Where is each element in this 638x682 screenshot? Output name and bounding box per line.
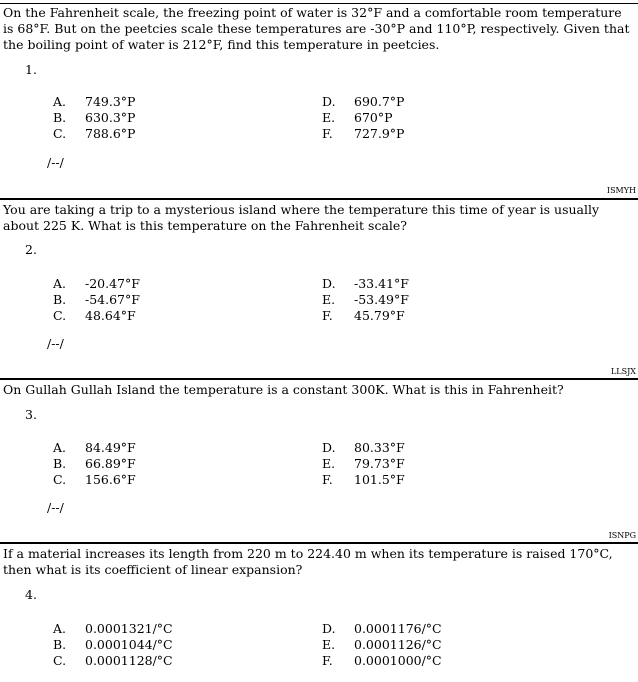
choice-letter: C.: [53, 653, 67, 668]
question-1-choices: [0, 94, 638, 144]
choice-letter: A.: [53, 276, 67, 291]
choice-value: 45.79°F: [354, 308, 405, 323]
choice-value: 80.33°F: [354, 440, 405, 455]
choice-letter: D.: [322, 440, 336, 455]
choice-letter: B.: [53, 456, 67, 471]
choice-value: 630.3°P: [85, 110, 136, 125]
choice-value: 749.3°P: [85, 94, 136, 109]
choice-letter: A.: [53, 440, 67, 455]
choice-value: 0.0001128/°C: [85, 653, 173, 668]
choice-letter: F.: [322, 653, 333, 668]
choice-value: 101.5°F: [354, 472, 405, 487]
choice-letter: C.: [53, 308, 67, 323]
question-1-code: ISMYH: [606, 186, 636, 195]
choice-letter: B.: [53, 110, 67, 125]
choice-value: -54.67°F: [85, 292, 140, 307]
question-2-answer-blank[interactable]: /--/: [47, 336, 64, 351]
choice-letter: D.: [322, 94, 336, 109]
question-3-top-rule: [0, 378, 638, 380]
question-4-number: 4.: [25, 587, 37, 602]
question-4-top-rule: [0, 542, 638, 544]
question-1-top-rule: [0, 3, 638, 4]
question-3-text: On Gullah Gullah Island the temperature is a constant 300K. What is this in Fahrenheit?: [3, 382, 564, 397]
choice-letter: E.: [322, 456, 336, 471]
choice-value: -33.41°F: [354, 276, 409, 291]
question-3-number: 3.: [25, 407, 37, 422]
choice-value: 156.6°F: [85, 472, 136, 487]
choice-value: 690.7°P: [354, 94, 405, 109]
choice-value: 727.9°P: [354, 126, 405, 141]
question-2-code: LLSJX: [610, 367, 636, 376]
question-2-number: 2.: [25, 242, 37, 257]
question-1-answer-blank[interactable]: /--/: [47, 155, 64, 170]
choice-value: 670°P: [354, 110, 393, 125]
question-1-number: 1.: [25, 62, 37, 77]
question-2-choices: [0, 276, 638, 326]
choice-value: -20.47°F: [85, 276, 140, 291]
choice-letter: A.: [53, 94, 67, 109]
choice-letter: B.: [53, 637, 67, 652]
choice-letter: B.: [53, 292, 67, 307]
choice-value: 0.0001321/°C: [85, 621, 173, 636]
choice-value: 84.49°F: [85, 440, 136, 455]
choice-letter: E.: [322, 292, 336, 307]
choice-value: 788.6°P: [85, 126, 136, 141]
choice-letter: E.: [322, 637, 336, 652]
question-4-choices: [0, 621, 638, 671]
choice-letter: F.: [322, 472, 333, 487]
question-3-choices: [0, 440, 638, 490]
question-4-text: If a material increases its length from 220 m to 224.40 m when its temperature is raised 170°C, then what is its coefficient of linear expansion?: [3, 546, 613, 577]
choice-letter: F.: [322, 126, 333, 141]
choice-letter: C.: [53, 126, 67, 141]
question-3-code: ISNPG: [608, 531, 636, 540]
choice-letter: F.: [322, 308, 333, 323]
choice-letter: C.: [53, 472, 67, 487]
choice-letter: D.: [322, 276, 336, 291]
choice-letter: E.: [322, 110, 336, 125]
choice-value: 0.0001044/°C: [85, 637, 173, 652]
choice-value: 79.73°F: [354, 456, 405, 471]
choice-value: 48.64°F: [85, 308, 136, 323]
question-2-top-rule: [0, 198, 638, 200]
choice-letter: A.: [53, 621, 67, 636]
choice-value: -53.49°F: [354, 292, 409, 307]
choice-value: 0.0001000/°C: [354, 653, 442, 668]
question-3-answer-blank[interactable]: /--/: [47, 500, 64, 515]
choice-value: 0.0001176/°C: [354, 621, 442, 636]
question-2-text: You are taking a trip to a mysterious island where the temperature this time of year is usually about 225 K. What is this temperature on the Fahrenheit scale?: [3, 202, 600, 233]
choice-value: 0.0001126/°C: [354, 637, 442, 652]
choice-value: 66.89°F: [85, 456, 136, 471]
question-1-text: On the Fahrenheit scale, the freezing point of water is 32°F and a comfortable room temperature is 68°F. But on the peetcies scale these temperatures are -30°P and 110°P, respectively. Given that the boiling point of water is 212°F, find this temperature in peetcies.: [3, 5, 630, 52]
choice-letter: D.: [322, 621, 336, 636]
